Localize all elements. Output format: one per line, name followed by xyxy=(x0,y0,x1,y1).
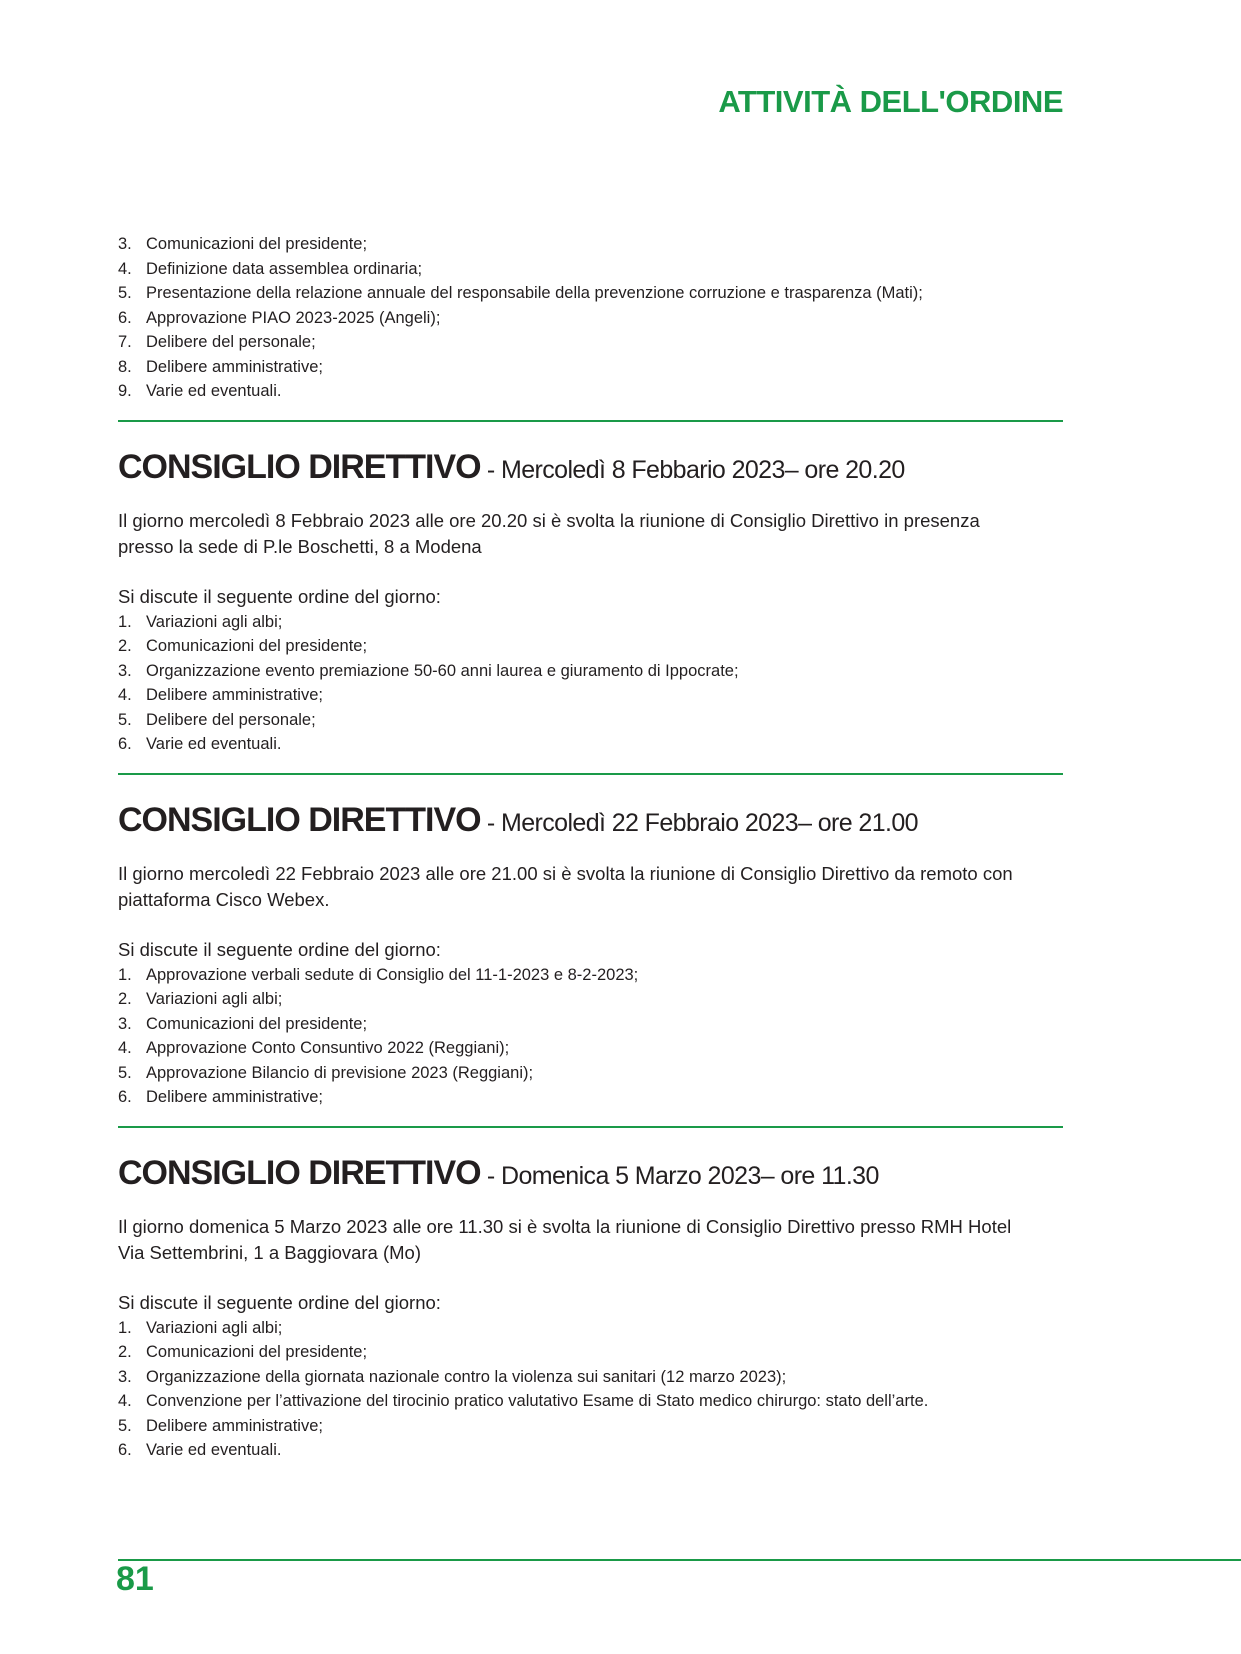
list-item xyxy=(118,1012,1063,1037)
list-item-number: 2. xyxy=(118,990,132,1008)
list-item-number: 4. xyxy=(118,259,132,278)
list-item-number: 5. xyxy=(118,710,132,729)
list-item-number: 4. xyxy=(118,1039,132,1057)
list-item xyxy=(118,306,1063,331)
section-title: CONSIGLIO DIRETTIVO xyxy=(118,800,481,839)
list-item xyxy=(118,379,1063,404)
list-item-number: 8. xyxy=(118,357,132,376)
list-item-text: Variazioni agli albi; xyxy=(146,612,283,631)
list-item-number: 4. xyxy=(118,1392,132,1410)
list-item-number: 9. xyxy=(118,382,132,400)
list-item-text: Delibere del personale; xyxy=(146,710,316,729)
page-content xyxy=(118,232,1063,1463)
list-item xyxy=(118,355,1063,380)
list-item xyxy=(118,1316,1063,1341)
section-paragraph xyxy=(118,508,1063,560)
list-item-number: 6. xyxy=(118,1441,132,1459)
section-title: CONSIGLIO DIRETTIVO xyxy=(118,1153,481,1192)
list-item-number: 3. xyxy=(118,235,132,253)
list-item xyxy=(118,281,1063,306)
footer-divider xyxy=(118,1559,1241,1561)
list-item-number: 2. xyxy=(118,1343,132,1361)
list-item-text: Organizzazione della giornata nazionale contro la violenza sui sanitari (12 marzo 2023); xyxy=(146,1367,787,1386)
paragraph-line: Via Settembrini, 1 a Baggiovara (Mo) xyxy=(118,1241,422,1263)
list-item xyxy=(118,987,1063,1012)
paragraph-line: Il giorno domenica 5 Marzo 2023 alle ore 11.30 si è svolta la riunione di Consiglio Direttivo presso RMH Hotel xyxy=(118,1215,1012,1237)
list-item-text: Organizzazione evento premiazione 50-60 anni laurea e giuramento di Ippocrate; xyxy=(146,661,739,680)
list-item-text: Delibere del personale; xyxy=(146,333,316,351)
section-divider xyxy=(118,1126,1063,1128)
list-item-number: 6. xyxy=(118,308,132,327)
list-item-text: Approvazione Bilancio di previsione 2023 (Reggiani); xyxy=(146,1063,534,1082)
section-paragraph xyxy=(118,1214,1063,1266)
list-item-text: Delibere amministrative; xyxy=(146,1416,323,1435)
section-heading xyxy=(118,801,1063,845)
agenda-intro: Si discute il seguente ordine del giorno: xyxy=(118,1291,441,1313)
list-item-text: Varie ed eventuali. xyxy=(146,735,282,753)
list-item-text: Comunicazioni del presidente; xyxy=(146,235,368,253)
list-item-text: Comunicazioni del presidente; xyxy=(146,1343,368,1361)
list-item xyxy=(118,1438,1063,1463)
agenda-intro: Si discute il seguente ordine del giorno: xyxy=(118,585,441,607)
list-item-number: 1. xyxy=(118,1318,132,1337)
list-item-text: Approvazione verbali sedute di Consiglio del 11-1-2023 e 8-2-2023; xyxy=(146,965,639,984)
list-item-number: 1. xyxy=(118,612,132,631)
list-item-text: Comunicazioni del presidente; xyxy=(146,1014,368,1033)
list-item-number: 3. xyxy=(118,1367,132,1386)
list-item-number: 3. xyxy=(118,1014,132,1033)
list-item-number: 4. xyxy=(118,686,132,704)
list-item xyxy=(118,1365,1063,1390)
paragraph-line: piattaforma Cisco Webex. xyxy=(118,888,330,910)
list-item-number: 5. xyxy=(118,1416,132,1435)
list-item-number: 2. xyxy=(118,637,132,655)
list-item-number: 6. xyxy=(118,735,132,753)
section-subtitle: - Mercoledì 8 Febbario 2023– ore 20.20 xyxy=(480,455,905,484)
section-subtitle: - Domenica 5 Marzo 2023– ore 11.30 xyxy=(480,1161,879,1190)
list-item-number: 7. xyxy=(118,333,132,351)
list-item xyxy=(118,708,1063,733)
list-item-number: 5. xyxy=(118,284,132,302)
section-paragraph xyxy=(118,861,1063,913)
list-item-text: Approvazione PIAO 2023-2025 (Angeli); xyxy=(146,308,441,327)
list-item xyxy=(118,1340,1063,1365)
section-heading xyxy=(118,448,1063,492)
list-item-text: Comunicazioni del presidente; xyxy=(146,637,368,655)
list-item xyxy=(118,683,1063,708)
list-item-text: Convenzione per l’attivazione del tirocinio pratico valutativo Esame di Stato medico chirurgo: stato dell’arte. xyxy=(146,1392,929,1410)
paragraph-line: Il giorno mercoledì 22 Febbraio 2023 alle ore 21.00 si è svolta la riunione di Consiglio Direttivo da remoto con xyxy=(118,862,1013,884)
list-item xyxy=(118,257,1063,282)
list-item xyxy=(118,1389,1063,1414)
agenda-list xyxy=(118,610,1063,757)
agenda-list xyxy=(118,963,1063,1110)
list-item xyxy=(118,659,1063,684)
page-header-title: ATTIVITÀ DELL'ORDINE xyxy=(718,84,1063,119)
section-divider xyxy=(118,773,1063,775)
paragraph-line: presso la sede di P.le Boschetti, 8 a Modena xyxy=(118,535,482,557)
list-item-text: Delibere amministrative; xyxy=(146,1088,323,1106)
list-item-number: 1. xyxy=(118,965,132,984)
list-item xyxy=(118,634,1063,659)
list-item-text: Varie ed eventuali. xyxy=(146,382,282,400)
list-item-number: 6. xyxy=(118,1088,132,1106)
list-item-text: Definizione data assemblea ordinaria; xyxy=(146,259,423,278)
list-item xyxy=(118,330,1063,355)
top-agenda-list xyxy=(118,232,1063,404)
section-subtitle: - Mercoledì 22 Febbraio 2023– ore 21.00 xyxy=(480,808,918,837)
list-item-text: Approvazione Conto Consuntivo 2022 (Reggiani); xyxy=(146,1039,510,1057)
list-item-text: Variazioni agli albi; xyxy=(146,1318,283,1337)
list-item-number: 5. xyxy=(118,1063,132,1082)
paragraph-line: Il giorno mercoledì 8 Febbraio 2023 alle ore 20.20 si è svolta la riunione di Consiglio Direttivo in presenza xyxy=(118,509,980,531)
section-title: CONSIGLIO DIRETTIVO xyxy=(118,447,481,486)
agenda-intro: Si discute il seguente ordine del giorno: xyxy=(118,938,441,960)
list-item-number: 3. xyxy=(118,661,132,680)
agenda-list xyxy=(118,1316,1063,1463)
list-item-text: Delibere amministrative; xyxy=(146,686,323,704)
list-item xyxy=(118,963,1063,988)
list-item-text: Presentazione della relazione annuale del responsabile della prevenzione corruzione e trasparenza (Mati); xyxy=(146,284,923,302)
list-item-text: Variazioni agli albi; xyxy=(146,990,283,1008)
section-heading xyxy=(118,1154,1063,1198)
list-item xyxy=(118,232,1063,257)
list-item xyxy=(118,1414,1063,1439)
list-item xyxy=(118,1061,1063,1086)
list-item xyxy=(118,610,1063,635)
list-item xyxy=(118,1085,1063,1110)
page-number: 81 xyxy=(116,1560,154,1598)
list-item-text: Varie ed eventuali. xyxy=(146,1441,282,1459)
list-item-text: Delibere amministrative; xyxy=(146,357,323,376)
list-item xyxy=(118,1036,1063,1061)
section-divider xyxy=(118,420,1063,422)
list-item xyxy=(118,732,1063,757)
